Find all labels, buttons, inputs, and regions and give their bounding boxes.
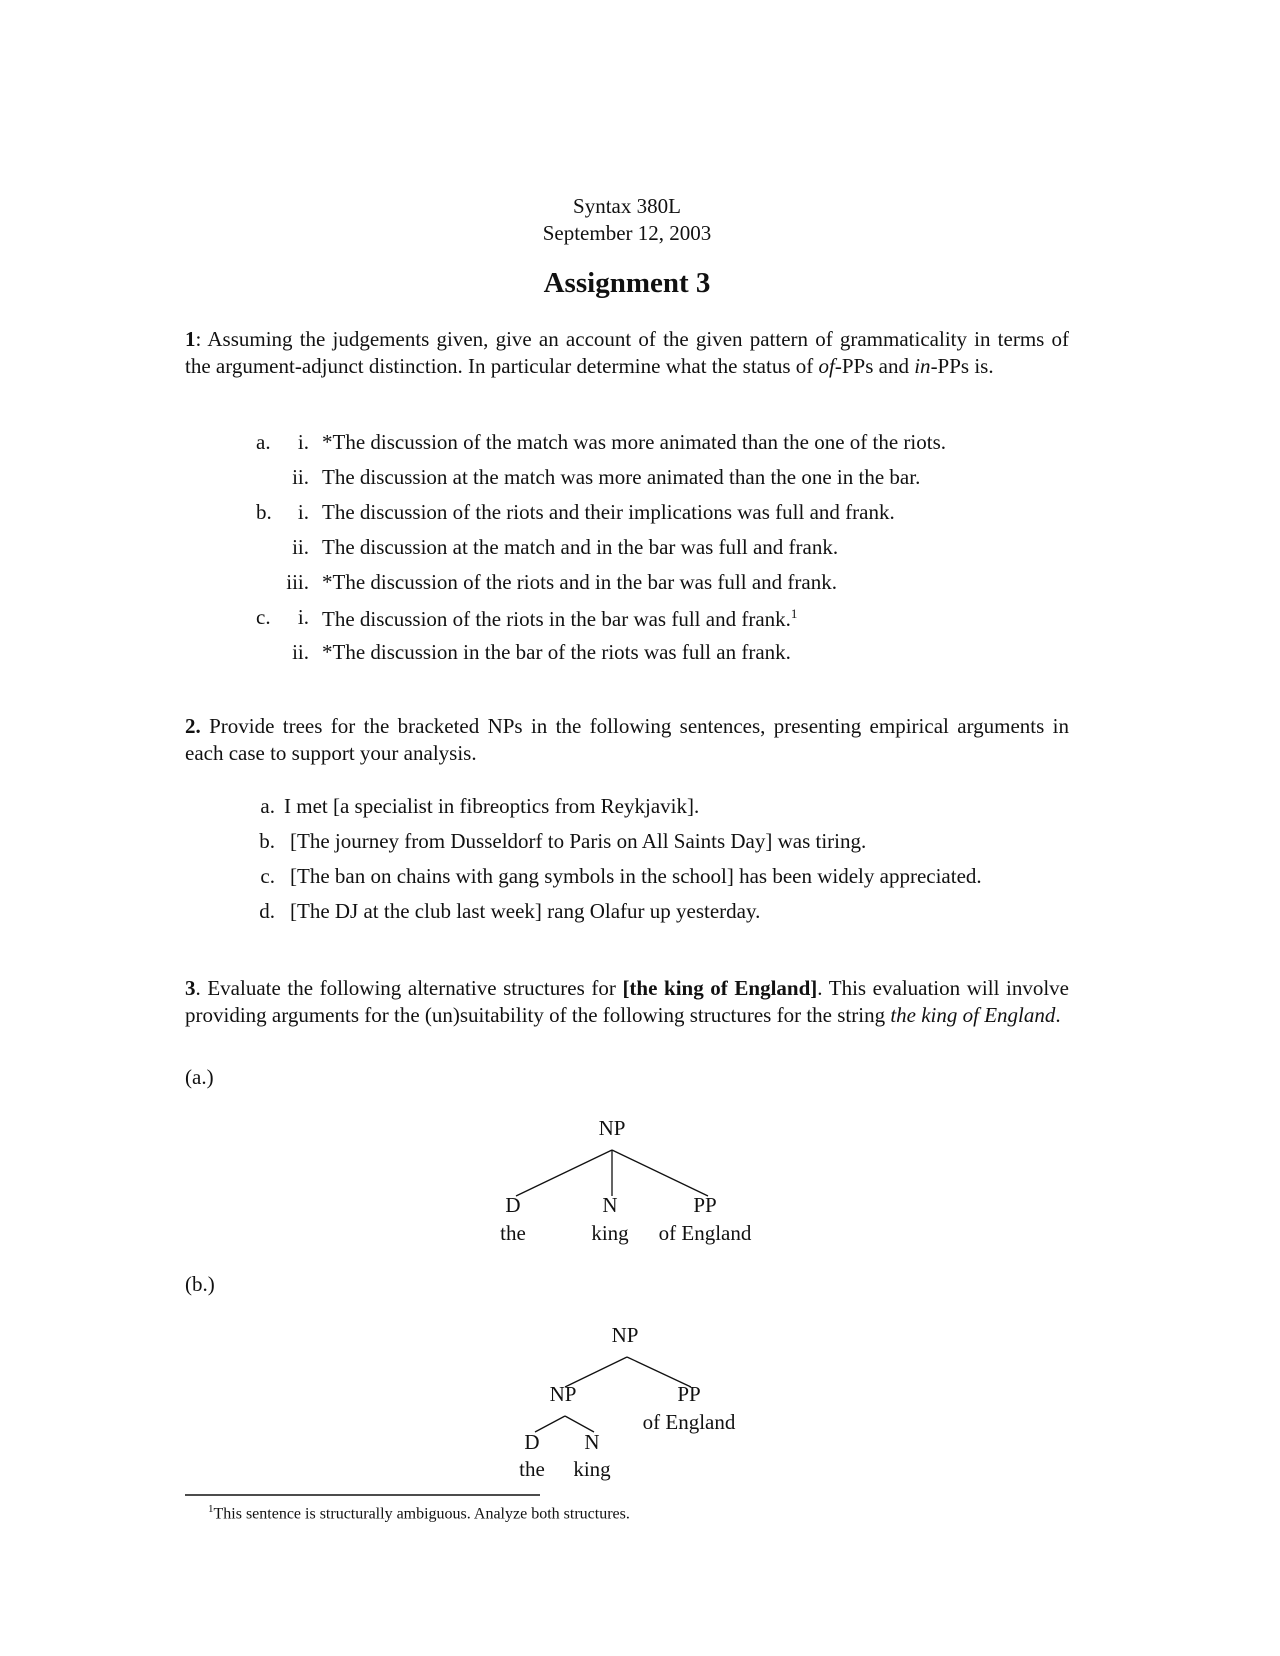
question-1-prompt: 1: Assuming the judgements given, give an account of the given pattern of grammaticality in terms of the argument-adjunct distinction. In particular determine what the status of of-PPs and in-PPs is. <box>185 327 1069 378</box>
example-text: *The discussion of the match was more animated than the one of the riots. <box>322 430 947 454</box>
example-number: ii. <box>292 640 309 664</box>
tree-b-the: the <box>519 1457 545 1481</box>
tree-a-root: NP <box>598 1116 626 1140</box>
tree-b-branch-d <box>535 1416 565 1432</box>
tree-b-np: NP <box>549 1382 577 1406</box>
tree-b-pp: PP <box>677 1382 701 1406</box>
tree-a-branch-pp <box>612 1150 708 1196</box>
course-name: Syntax 380L <box>573 194 681 218</box>
example-letter: b. <box>259 829 275 853</box>
example-text: [The journey from Dusseldorf to Paris on All Saints Day] was tiring. <box>290 829 867 853</box>
example-letter: b. <box>256 500 272 524</box>
question-3-prompt: 3. Evaluate the following alternative structures for [the king of England]. This evaluation will involve providing arguments for the (un)suitability of the following structures for the string the king of England. <box>185 976 1069 1027</box>
tree-a-the: the <box>500 1221 526 1245</box>
example-text: [The DJ at the club last week] rang Olafur up yesterday. <box>290 899 761 923</box>
example-text: The discussion at the match was more animated than the one in the bar. <box>322 465 921 489</box>
example-number: iii. <box>286 570 309 594</box>
tree-a-of-england: of England <box>658 1221 752 1245</box>
structure-a-label: (a.) <box>185 1065 214 1089</box>
example-text: The discussion at the match and in the bar was full and frank. <box>322 535 839 559</box>
tree-a-n: N <box>602 1193 618 1217</box>
example-number: i. <box>297 605 309 629</box>
question-2-prompt: 2. Provide trees for the bracketed NPs in the following sentences, presenting empirical arguments in each case to support your analysis. <box>185 714 1069 765</box>
example-letter: c. <box>260 864 275 888</box>
tree-b-king: king <box>573 1457 611 1481</box>
tree-a-d: D <box>505 1193 521 1217</box>
assignment-date: September 12, 2003 <box>542 221 712 245</box>
example-number: i. <box>297 430 309 454</box>
tree-b-n: N <box>584 1430 600 1454</box>
example-text: The discussion of the riots in the bar was full and frank.$^1$ <box>322 606 798 631</box>
tree-a-branch-d <box>516 1150 612 1196</box>
example-letter: c. <box>256 605 271 629</box>
example-text: *The discussion in the bar of the riots was full an frank. <box>322 640 791 664</box>
footnote-mark: 1 <box>790 606 798 621</box>
footnote: $^1$This sentence is structurally ambiguous. Analyze both structures. <box>208 1503 630 1523</box>
example-text: *The discussion of the riots and in the bar was full and frank. <box>322 570 837 594</box>
tree-b-of-england: of England <box>642 1410 736 1434</box>
example-text: The discussion of the riots and their implications was full and frank. <box>322 500 895 524</box>
page-title: Assignment 3 <box>543 267 711 299</box>
example-letter: a. <box>256 430 271 454</box>
example-number: ii. <box>292 535 309 559</box>
tree-a-pp: PP <box>693 1193 717 1217</box>
example-letter: d. <box>259 899 275 923</box>
example-text: I met [a specialist in fibreoptics from Reykjavik]. <box>284 794 700 818</box>
example-number: ii. <box>292 465 309 489</box>
example-letter: a. <box>260 794 275 818</box>
tree-a-king: king <box>591 1221 629 1245</box>
example-text: [The ban on chains with gang symbols in the school] has been widely appreciated. <box>290 864 982 888</box>
tree-b-root: NP <box>611 1323 639 1347</box>
structure-b-label: (b.) <box>185 1272 215 1296</box>
tree-b-d: D <box>524 1430 540 1454</box>
example-number: i. <box>297 500 309 524</box>
